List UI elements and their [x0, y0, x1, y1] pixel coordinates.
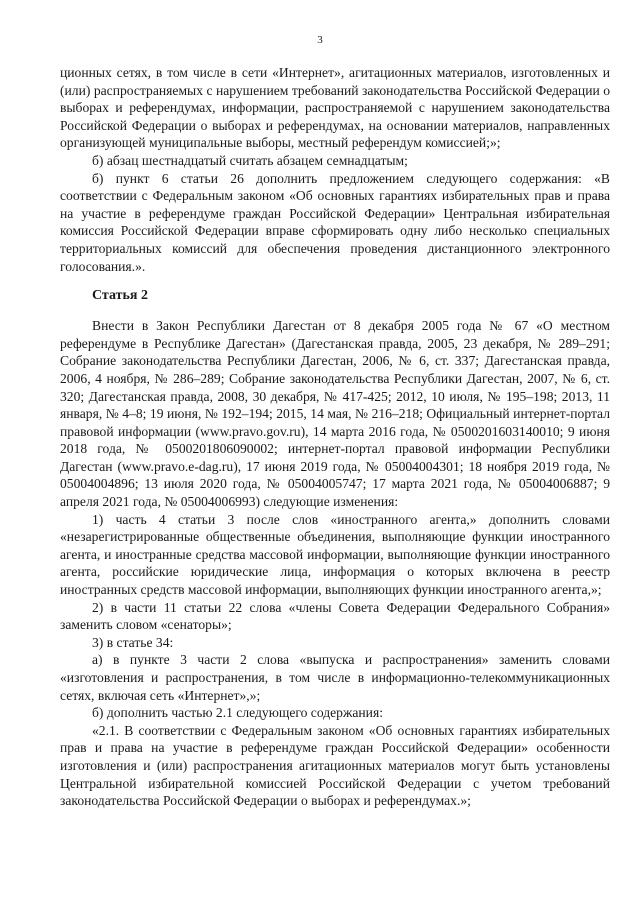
paragraph-item-2: 2) в части 11 статьи 22 слова «члены Совета Федерации Федерального Собрания» заменить словом «сенаторы»;: [60, 599, 610, 633]
page-number: 3: [317, 34, 323, 46]
paragraph-item-b-abzac: б) абзац шестнадцатый считать абзацем семнадцатым;: [92, 152, 408, 168]
paragraph-item-1: 1) часть 4 статьи 3 после слов «иностранного агента,» дополнить словами «незарегистрированные общественные объединения, выполняющие функции иностранного агента, и иностранные средства массовой информации, выполняющие функции иностранного агента, российские юридические лица, информация о которых включена в реестр иностранных средств массовой информации, выполняющих функции иностранного агента,»;: [60, 511, 610, 598]
paragraph-continuation: ционных сетях, в том числе в сети «Интернет», агитационных материалов, изготовленных и (или) распространяемых с нарушением требований законодательства Российской Федерации о выборах и референдумах, информации, распространяемой с нарушением законодательства Российской Федерации о выборах и референдумах, на основании материалов, направленных организующей муниципальные выборы, местный референдум комиссией;»;: [60, 65, 610, 151]
paragraph-item-3: 3) в статье 34:: [92, 634, 174, 650]
paragraph-article-intro: Внести в Закон Республики Дагестан от 8 декабря 2005 года № 67 «О местном референдуме в Республике Дагестан» (Дагестанская правда, 2005, 23 декабря, № 289–291; Собрание законодательства Республики Дагестан, 2006, № 6, ст. 337; Дагестанская правда, 2006, 4 ноября, № 286–289; Собрание законодательства Республики Дагестан, 2007, № 6, ст. 320; Дагестанская правда, 2008, 30 декабря, № 417-425; 2012, 10 июля, № 195–198; 2013, 11 января, № 4–8; 19 июня, № 192–194; 2015, 14 мая, № 216–218; Официальный интернет-портал правовой информации (www.pravo.gov.ru), 14 марта 2016 года, № 0500201603140010; 9 июня 2018 года, № 0500201806090002; интернет-портал правовой информации Республики Дагестан (www.pravo.e-dag.ru), 17 июня 2019 года, № 05004004301; 18 ноября 2019 года, № 05004004896; 13 июля 2020 года, № 05004005747; 17 марта 2021 года, № 05004006887; 9 апреля 2021 года, № 05004006993) следующие изменения:: [60, 318, 610, 510]
paragraph-item-3b: б) дополнить частью 2.1 следующего содержания:: [92, 705, 383, 721]
article-heading: Статья 2: [92, 288, 148, 304]
paragraph-item-b-punkt6: б) пункт 6 статьи 26 дополнить предложением следующего содержания: «В соответствии с Федеральным законом «Об основных гарантиях избирательных прав и права на участие в референдуме граждан Российской Федерации» Центральная избирательная комиссия Российской Федерации вправе сформировать одну либо несколько специальных территориальных комиссий для обеспечения проведения дистанционного электронного голосования.».: [60, 170, 610, 274]
paragraph-quote-2-1: «2.1. В соответствии с Федеральным законом «Об основных гарантиях избирательных прав и права на участие в референдуме граждан Российской Федерации» особенности изготовления и (или) распространения агитационных материалов могут быть установлены Центральной избирательной комиссией Российской Федерации с учетом требований законодательства Российской Федерации о выборах и референдумах.»;: [60, 722, 610, 809]
paragraph-item-3a: а) в пункте 3 части 2 слова «выпуска и распространения» заменить словами «изготовления и распространения, в том числе в информационно-телекоммуникационных сетях, включая сеть «Интернет»,»;: [60, 652, 610, 703]
